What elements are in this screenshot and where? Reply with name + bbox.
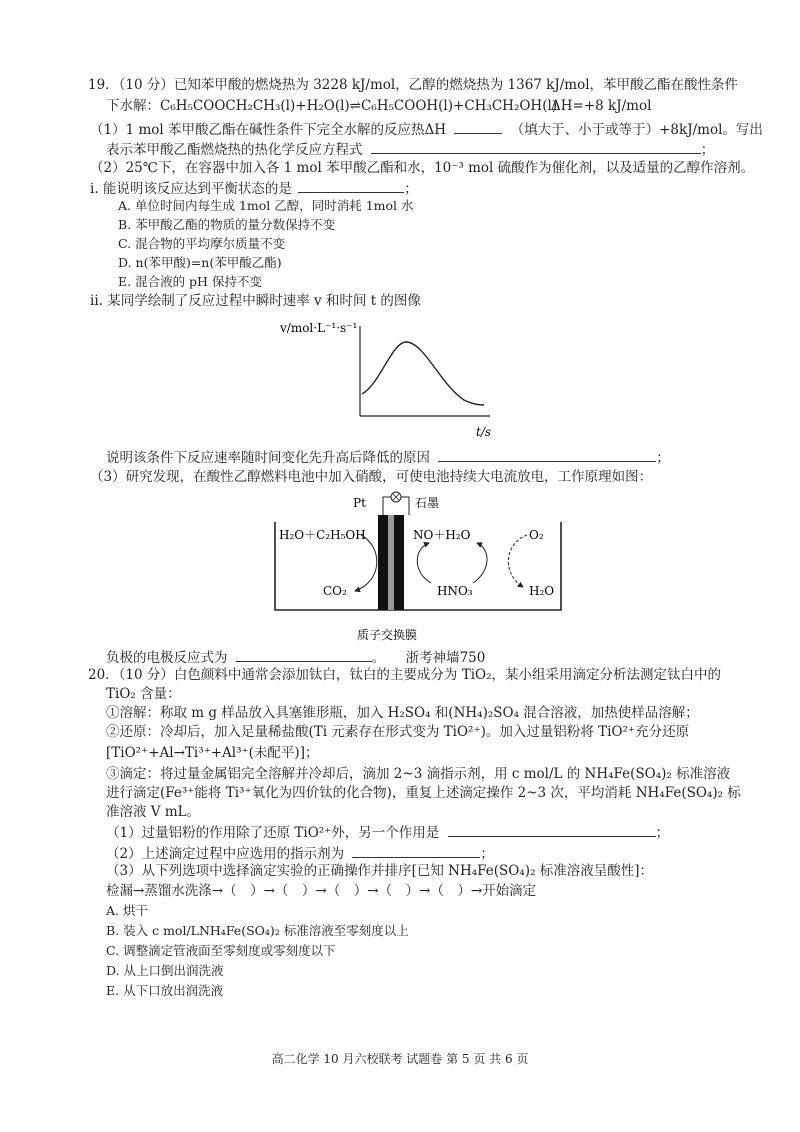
q19-reason-blank[interactable]: [438, 447, 656, 462]
q19-reason: 说明该条件下反应速率随时间变化先升高后降低的原因 ；: [106, 447, 670, 467]
fuel-cell-diagram: [265, 487, 565, 647]
pt-electrode: [378, 515, 388, 610]
q20-part2-question: （2）上述滴定过程中应选用的指示剂为: [106, 846, 345, 862]
q19-part1-text-b: （填大于、小于或等于）+8kJ/mol。写出: [510, 122, 763, 138]
q19-i-question: i. 能说明该反应达到平衡状态的是: [90, 181, 292, 197]
rate-curve: [362, 342, 484, 405]
cathode-reactants: NO＋H₂O: [413, 528, 471, 542]
q19-part1-text-a: （1）1 mol 苯甲酸乙酯在碱性条件下完全水解的反应热ΔH: [90, 122, 447, 138]
q19-reason-question: 说明该条件下反应速率随时间变化先升高后降低的原因: [106, 450, 430, 466]
watermark: 浙考神墙750: [405, 650, 486, 666]
nitric-acid-label: HNO₃: [437, 584, 473, 598]
page-footer: 高二化学 10 月六校联考 试题卷 第 5 页 共 6 页: [271, 1052, 529, 1066]
q19-part3: （3）研究发现，在酸性乙醇燃料电池中加入硝酸，可使电池持续大电流放电，工作原理如图：: [90, 469, 653, 485]
q20-part2: （2）上述滴定过程中应选用的指示剂为 ；: [106, 843, 494, 863]
q19-neg-blank[interactable]: [236, 647, 372, 662]
q19-equation: [106, 97, 652, 115]
q19-part2-ii: ii. 某同学绘制了反应过程中瞬时速率 v 和时间 t 的图像: [90, 293, 421, 309]
q20-step3: ③滴定：将过量金属铝完全溶解并冷却后，滴加 2~3 滴指示剂，用 c mol/L 的 NH₄Fe(SO₄)₂ 标准溶液: [106, 766, 731, 782]
q20-line1: 20．（10 分）白色颜料中通常会添加钛白，钛白的主要成分为 TiO₂，某小组采用滴定分析法测定钛白中的: [88, 667, 721, 683]
graph-y-label: v/mol·L⁻¹·s⁻¹: [280, 321, 358, 335]
q20-part1-blank[interactable]: [448, 822, 656, 837]
q19-delta-h: ΔH=+8 kJ/mol: [551, 98, 652, 114]
cathode-arrow-mid: [473, 543, 487, 583]
q19-part1-line2: 表示苯甲酸乙酯燃烧热的热化学反应方程式 ；: [106, 139, 714, 159]
q19-part2: （2）25℃下，在容器中加入各 1 mol 苯甲酸乙酯和水，10⁻³ mol 硫酸作为催化剂，以及适量的乙醇作溶剂。: [90, 160, 755, 176]
q19-line1: 19．（10 分）已知苯甲酸的燃烧热为 3228 kJ/mol，乙醇的燃烧热为 1367 kJ/mol，苯甲酸乙酯在酸性条件: [88, 77, 739, 93]
q19-neg-question: 负极的电极反应式为: [106, 650, 228, 666]
water-label: H₂O: [529, 584, 555, 598]
q20-step3-line2: 进行滴定(Fe³⁺能将 Ti³⁺氧化为四价钛的化合物)，重复上述滴定操作 2~3 次，平均消耗 NH₄Fe(SO₄)₂ 标: [106, 785, 741, 801]
graph-x-label: t/s: [476, 425, 492, 439]
oxygen-label: O₂: [529, 528, 544, 542]
q20-option-c: C. 调整滴定管液面至零刻度或零刻度以下: [106, 943, 336, 958]
rate-time-graph: [280, 312, 510, 442]
q19-option-d: D. n(苯甲酸)=n(苯甲酸乙酯): [118, 255, 282, 270]
q20-option-a: A. 烘干: [106, 903, 148, 918]
q20-step2: ②还原：冷却后，加入足量稀盐酸(Ti 元素存在形式变为 TiO²⁺)。加入过量铝粉将 TiO²⁺充分还原: [106, 724, 690, 740]
q19-negative-electrode: 负极的电极反应式为 。 浙考神墙750: [106, 647, 485, 667]
q20-part3: （3）从下列选项中选择滴定实验的正确操作并排序[已知 NH₄Fe(SO₄)₂ 标准溶液呈酸性]：: [106, 863, 653, 879]
anode-arrow: [355, 535, 377, 591]
cathode-arrow-left: [417, 543, 431, 583]
q19-option-b: B. 苯甲酸乙酯的物质的量分数保持不变: [118, 217, 336, 232]
q19-option-e: E. 混合液的 pH 保持不变: [118, 274, 262, 289]
membrane-label: 质子交换膜: [357, 628, 418, 642]
q19-equation-blank[interactable]: [371, 139, 701, 154]
graphite-electrode: [394, 515, 404, 610]
q19-equation-text: 下水解：C₆H₅COOCH₂CH₃(l)+H₂O(l)⇌C₆H₅COOH(l)+CH₃CH₂OH(l): [106, 98, 558, 114]
proton-exchange-membrane: [388, 515, 394, 610]
cathode-arrow-right: [508, 535, 527, 587]
q19-part2-i: i. 能说明该反应达到平衡状态的是 ；: [90, 178, 418, 198]
q20-option-e: E. 从下口放出润洗液: [106, 983, 224, 998]
q20-sequence: 检漏→蒸馏水洗涤→（ ）→（ ）→（ ）→（ ）→（ ）→开始滴定: [106, 883, 537, 899]
anode-reactants: H₂O＋C₂H₅OH: [279, 528, 366, 542]
q19-i-blank[interactable]: [298, 178, 404, 193]
q20-part1: （1）过量铝粉的作用除了还原 TiO²⁺外，另一个作用是 ；: [106, 822, 669, 842]
q20-option-b: B. 装入 c mol/LNH₄Fe(SO₄)₂ 标准溶液至零刻度以上: [106, 923, 409, 938]
q20-part2-blank[interactable]: [352, 843, 480, 858]
q20-option-d: D. 从上口倒出润洗液: [106, 963, 224, 978]
q19-option-c: C. 混合物的平均摩尔质量不变: [118, 236, 286, 251]
q19-part1-text-c: 表示苯甲酸乙酯燃烧热的热化学反应方程式: [106, 142, 363, 158]
q19-part1-blank[interactable]: [454, 119, 502, 134]
q20-step2-equation: [TiO²⁺+Al→Ti³⁺+Al³⁺(未配平)]；: [106, 745, 319, 761]
q20-line2: TiO₂ 含量：: [106, 686, 181, 702]
q20-step1: ①溶解：称取 m g 样品放入具塞锥形瓶，加入 H₂SO₄ 和(NH₄)₂SO₄ 混合溶液，加热使样品溶解；: [106, 705, 699, 721]
anode-product: CO₂: [323, 584, 347, 598]
graphite-label: 石墨: [415, 496, 440, 510]
q20-part1-question: （1）过量铝粉的作用除了还原 TiO²⁺外，另一个作用是: [106, 825, 440, 841]
q20-step3-line3: 准溶液 V mL。: [106, 804, 201, 820]
pt-label: Pt: [353, 496, 366, 510]
q19-option-a: A. 单位时间内每生成 1mol 乙醇，同时消耗 1mol 水: [118, 198, 414, 213]
q19-part1: [90, 119, 763, 139]
